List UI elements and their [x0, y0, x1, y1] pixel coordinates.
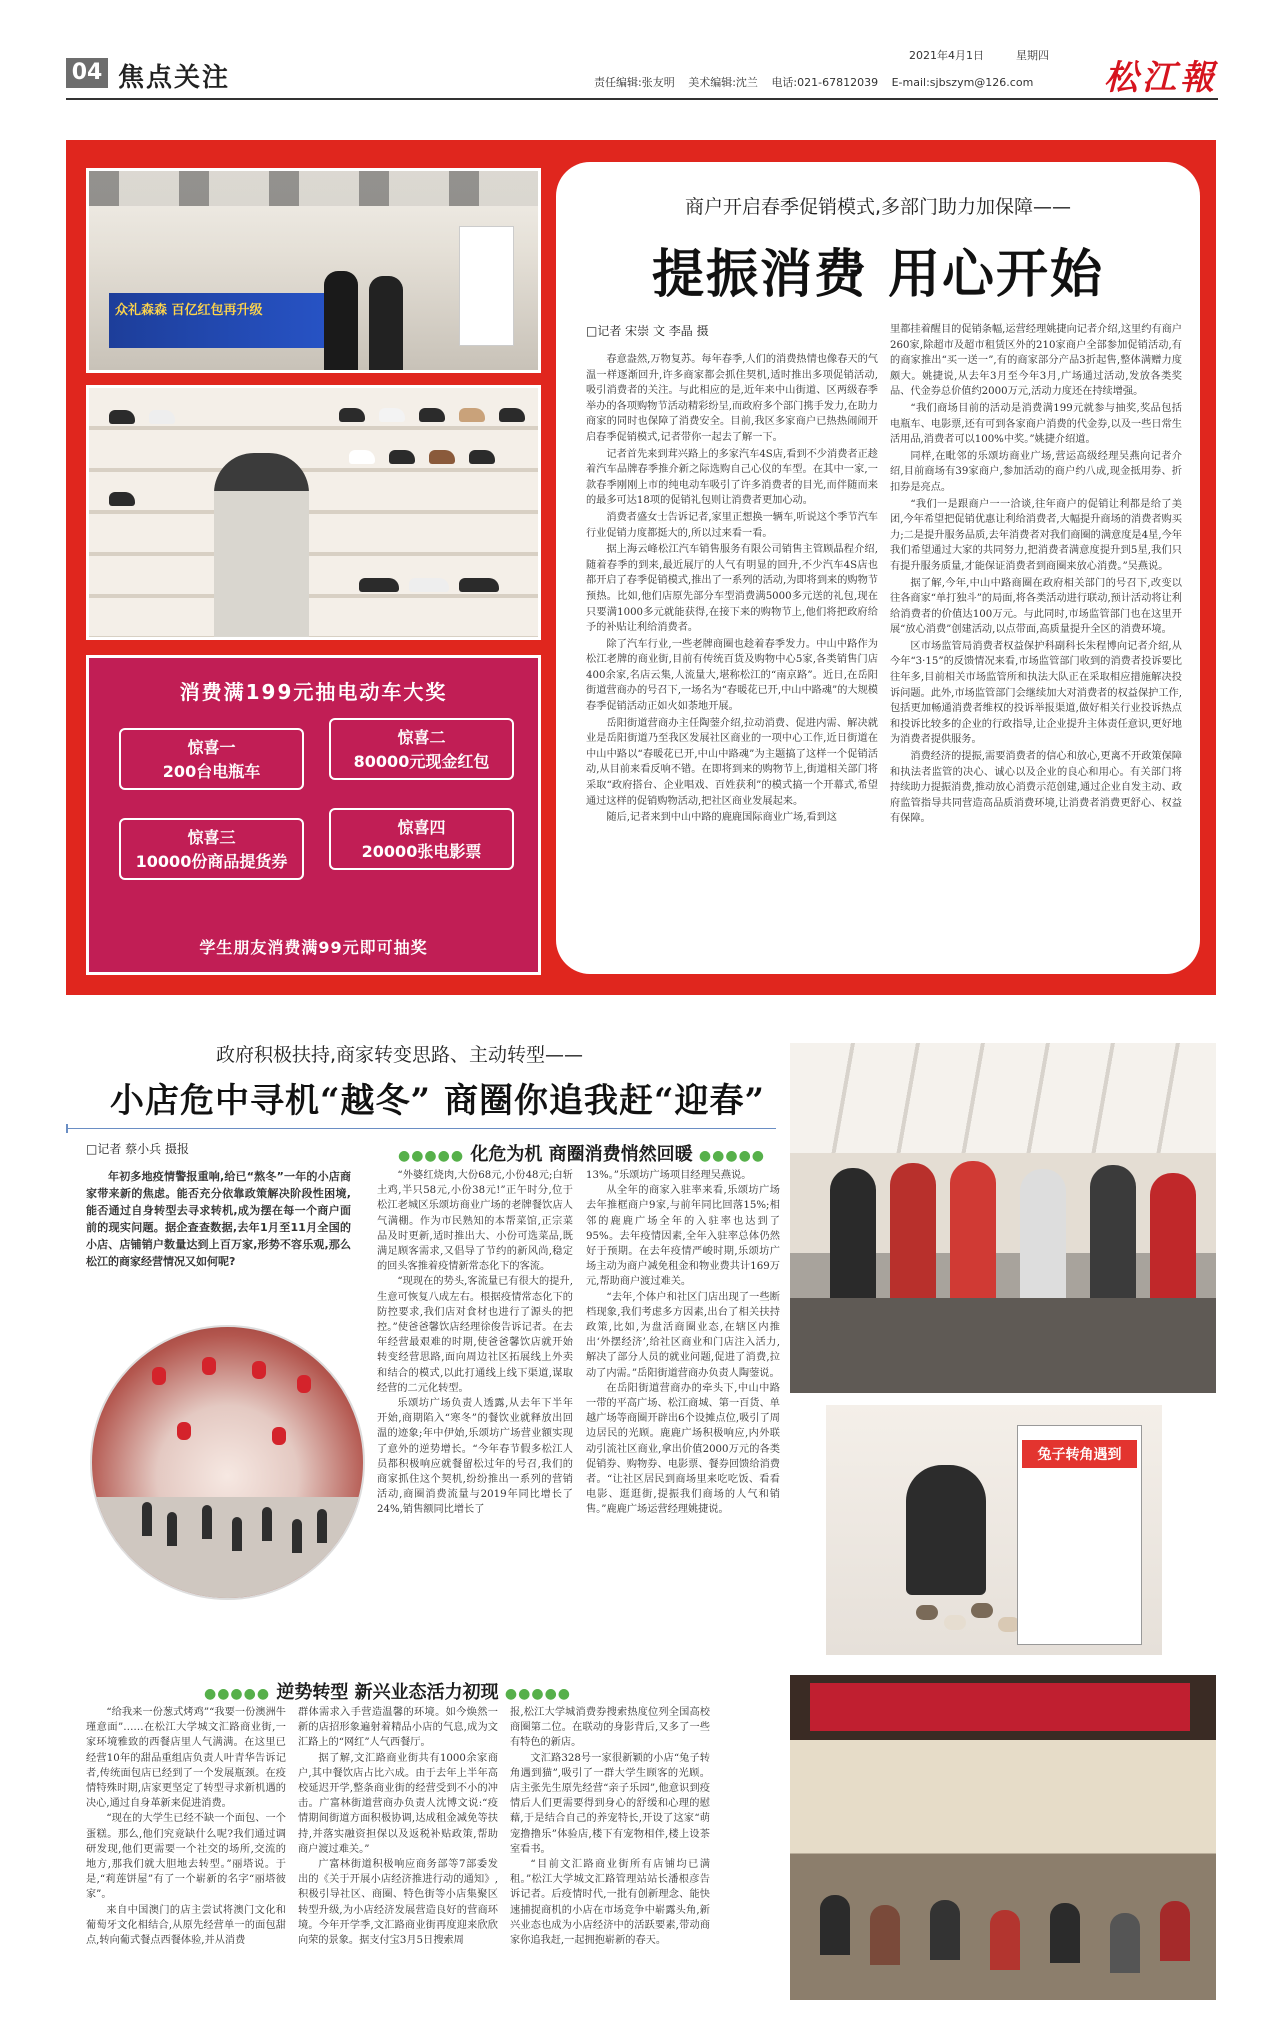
header-divider: [66, 98, 1218, 100]
display-stand: [459, 226, 514, 346]
shopper-figure: [232, 1517, 242, 1551]
paragraph: 除了汽车行业,一些老牌商圈也趁着春季发力。中山中路作为松江老牌的商业街,目前有传统百货及购物中心5家,各类销售门店400余家,名店云集,人流量大,堪称松江的“南京路”。近日,在岳阳街道营商办的号召下,一场名为“春暖花已开,中山中路魂”的大规模春季促销活动正如火如荼地开展。: [586, 638, 878, 713]
shoe: [459, 578, 499, 592]
tent-canopy: [790, 1043, 1216, 1153]
feature2-byline: □记者 蔡小兵 摄报: [86, 1142, 189, 1156]
lantern: [297, 1375, 311, 1393]
editor-credit: 责任编辑:张友明: [594, 76, 675, 89]
paragraph: 区市场监管局消费者权益保护科副科长朱程博向记者介绍,从今年“3·15”的反馈情况来看,市场监管部门收到的消费者投诉要比往年多,目前相关市场监管所和执法大队正在采取相应措施解决投诉问题。此外,市场监管部门会继续加大对消费者的权益保护工作,包括更加畅通消费者维权的投诉举报渠道,做好相关行业投诉热点和投诉比较多的企业的行政指导,让企业提升主体责任意识,更好地为消费者提供服务。: [890, 640, 1182, 746]
shoe: [389, 450, 415, 464]
shoe: [459, 408, 485, 422]
lantern: [177, 1422, 191, 1440]
email-credit: E-mail:sjbszym@126.com: [891, 76, 1034, 89]
diner-figure: [1110, 1913, 1140, 1973]
paragraph: 岳阳街道营商办主任陶蓥介绍,拉动消费、促进内需、解决就业是岳阳街道乃至我区发展社区商业的一项中心工作,近日街道在中山中路以“春暖花已开,中山中路魂”为主题搞了这样一个促销活动,从目前来看反响不错。在即将到来的购物节上,街道相关部门将采取“政府搭台、企业唱戏、百姓获利”的模式搞一个开幕式,希望通过这样的促销购物活动,把社区商业发展起来。: [586, 717, 878, 807]
shoe: [109, 410, 135, 424]
restaurant-signboard: [810, 1683, 1190, 1731]
paragraph: 消费者盛女士告诉记者,家里正想换一辆车,听说这个季节汽车行业促销力度都挺大的,所以过来看一看。: [586, 511, 878, 539]
shoe-store-photo: [86, 385, 541, 640]
diner-figure: [870, 1905, 900, 1965]
paragraph: “去年,个体户和社区门店出现了一些断档现象,我们考虑多方因素,出台了相关扶持政策,比如,为盘活商圈业态,在辖区内推出‘外摆经济’,给社区商业和门店注入活力,解决了部分人员的就业问题,促进了消费,拉动了内需。”岳阳街道营商办负责人陶蓥说。: [586, 1291, 780, 1379]
shoe: [109, 492, 135, 506]
prize-one-label: 惊喜一: [187, 738, 236, 757]
paragraph: 从全年的商家入驻率来看,乐颂坊广场去年推框商户9家,与前年同比回落15%;相邻的鹿鹿广场全年的入驻率也达到了95%。去年疫情因素,全年入驻率总体仍然好于预期。在去年疫情严峻时期,乐颂坊广场主动为商户减免租金和物业费共计169万元,帮助商户渡过难关。: [586, 1185, 780, 1288]
phone-credit: 电话:021-67812039: [771, 76, 879, 89]
subhead-1: [398, 1140, 765, 1166]
food-court-photo: [790, 1675, 1216, 2000]
promo-banner: 众礼森森 百亿红包再升级: [109, 293, 349, 348]
shoe: [469, 450, 495, 464]
shoe: [499, 408, 525, 422]
visitor-figure: [906, 1465, 986, 1595]
shopper-figure: [292, 1519, 302, 1553]
subhead-1-text: 化危为机 商圈消费悄然回暖: [470, 1144, 693, 1165]
newspaper-logo: 松江報: [1104, 58, 1218, 98]
mall-atrium-photo: [90, 1325, 365, 1600]
rabbit: [944, 1615, 966, 1630]
prize-one-text: 200台电瓶车: [162, 762, 261, 781]
shopper-figure: [950, 1161, 996, 1311]
paragraph: 广富林街道积极响应商务部等7部委发出的《关于开展小店经济推进行动的通知》,积极引导社区、商圈、特色街等小店集聚区转型升级,为小店经济发展营造良好的营商环境。今年开学季,文汇路商业街再度迎来欣欣向荣的景象。据支付宝3月5日搜索周: [298, 1859, 498, 1947]
subhead-2-text: 逆势转型 新兴业态活力初现: [276, 1682, 499, 1703]
promotion-poster-photo: [86, 655, 541, 975]
feature2-column-d: [298, 1705, 498, 2005]
feature2-column-c: [86, 1705, 286, 2005]
paragraph: 同样,在毗邻的乐颂坊商业广场,营运高级经理吴燕向记者介绍,目前商场有39家商户,参加活动的商户约八成,现金抵用券、折扣券是亮点。: [890, 450, 1182, 493]
promo-footer: 学生朋友消费满99元即可抽奖: [199, 938, 428, 957]
lantern: [152, 1367, 166, 1385]
paragraph: 随后,记者来到中山中路的鹿鹿国际商业广场,看到这: [606, 812, 837, 824]
shopper-figure: [317, 1509, 327, 1543]
feature2-kicker: 政府积极扶持,商家转变思路、主动转型——: [216, 1044, 584, 1066]
diner-figure: [1050, 1903, 1080, 1963]
shoe: [419, 408, 445, 422]
dot-ornament: ●●●●●: [504, 1686, 572, 1702]
paragraph: 来自中国澳门的店主尝试将澳门文化和葡萄牙文化相结合,从原先经营单一的面包甜点,转向葡式餐点西餐体验,并从消费: [86, 1904, 286, 1947]
article-card: [556, 162, 1200, 974]
shopper-figure: [1020, 1169, 1066, 1319]
paragraph: 消费经济的提振,需要消费者的信心和放心,更离不开政策保障和执法者监管的决心、诚心以及企业的良心和用心。有关部门将持续助力提振消费,推动放心消费示范创建,通过企业自发主动、政府监管指导共同营造高品质消费环境,让消费者消费更舒心、权益有保障。: [890, 751, 1182, 825]
paragraph: “现在的大学生已经不缺一个面包、一个蛋糕。那么,他们究竟缺什么呢?我们通过调研发现,他们更需要一个社交的场所,交流的地方,那我们就大胆地去转型。”丽塔说。于是,“莉莲饼屋”有了一个崭新的名字“丽塔彼家”。: [86, 1813, 286, 1901]
feature2-column-a: [377, 1168, 573, 1588]
prize-two-text: 80000元现金红包: [353, 752, 490, 771]
feature2-column-e: [510, 1705, 710, 2005]
paragraph: 据上海云峰松江汽车销售服务有限公司销售主管顾晶程介绍,随着春季的到来,最近展厅的人气有明显的回升,不少汽车4S店也都开启了春季促销模式,推出了一系列的活动,为即将到来的购物节预热。比如,他们店原先部分车型消费满5000多元送的礼包,现在只要满1000多元就能获得,在接下来的购物节上,他们将把政府给予的补贴让利给消费者。: [586, 544, 878, 634]
prize-one: [119, 728, 304, 790]
shoe: [409, 578, 449, 592]
editorial-credits: [594, 74, 1043, 90]
shopper-figure: [142, 1502, 152, 1536]
art-editor-credit: 美术编辑:沈兰: [688, 76, 758, 89]
paragraph: “我们一是跟商户一一洽谈,往年商户的促销让利都是给了美团,今年希望把促销优惠让利给消费者,大幅提升商场的消费者购买力;二是提升服务品质,去年消费者对我们商圈的满意度是4星,今年我们希望通过大家的共同努力,把消费者满意度提升到5星,我们只有提升服务质量,才能保证消费者到商圈来放心消费。”吴燕说。: [890, 498, 1182, 572]
shopper-figure: [214, 453, 309, 640]
lantern: [252, 1361, 266, 1379]
diner-figure: [990, 1910, 1020, 1970]
shopper-figure: [830, 1168, 876, 1318]
prize-two-label: 惊喜二: [397, 728, 446, 747]
paragraph: “给我来一份葱式烤鸡”“我要一份澳洲牛瑾意面”……在松江大学城文汇路商业街,一家环境雅致的西餐店里人气满满。在这里已经营10年的甜品重组店负责人叶青华告诉记者,传统面包店已经到了一个发展瓶颈。在疫情特殊时期,店家更坚定了转型寻求新机遇的决心,通过自身革新来促进消费。: [86, 1707, 286, 1810]
shopper-figure: [167, 1512, 177, 1546]
masthead: [66, 36, 1218, 96]
dot-ornament: ●●●●●: [398, 1148, 465, 1164]
article-byline: □记者 宋崇 文 李晶 摄: [586, 324, 709, 338]
shoe: [149, 410, 175, 424]
paragraph: 群体需求入手营造温馨的环境。如今焕然一新的店招形象遍射着精品小店的气息,成为文汇路上的“网红”人气西餐厅。: [298, 1707, 498, 1749]
issue-weekday: 星期四: [1016, 49, 1049, 62]
page-number: 04: [66, 58, 108, 88]
article-headline: 提振消费 用心开始: [651, 245, 1105, 305]
paragraph: “目前文汇路商业街所有店铺均已满租。”松江大学城文汇路管理站站长潘根彦告诉记者。后疫情时代,一批有创新理念、能快速捕捉商机的小店在市场竞争中崭露头角,新兴业态也成为小店经济中的活跃要素,带动商家你追我赶,一起拥抱崭新的春天。: [510, 1859, 710, 1947]
shopper-figure: [262, 1507, 272, 1541]
section-title: 焦点关注: [118, 63, 231, 93]
stall-counter: [790, 1298, 1216, 1393]
paragraph: 据了解,文汇路商业街共有1000余家商户,其中餐饮店占比六成。由于去年上半年高校延迟开学,整条商业街的经营受到不小的冲击。广富林街道营商办负责人沈博文说:“疫情期间街道方面积极协调,达成租金减免等扶持,并落实融资担保以及返税补贴政策,帮助商户渡过难关。”: [298, 1752, 498, 1855]
shopper-figure: [202, 1505, 212, 1539]
shoe: [359, 578, 399, 592]
subhead-2: [204, 1678, 571, 1704]
paragraph: 报,松江大学城消费券搜索热度位列全国高校商圈第二位。在联动的身影背后,又多了一些有特色的新店。: [510, 1707, 710, 1749]
issue-date: 2021年4月1日: [909, 49, 984, 62]
lantern: [272, 1427, 286, 1445]
prize-four-text: 20000张电影票: [361, 842, 482, 861]
shopper-figure: [1090, 1165, 1136, 1315]
paragraph: “我们商场目前的活动是消费满199元就参与抽奖,奖品包括电瓶车、电影票,还有可到各家商户消费的代金券,以及一些日常生活用品,消费者可以100%中奖。”姚捷介绍道。: [890, 402, 1182, 446]
prize-four: [329, 808, 514, 870]
dot-ornament: ●●●●●: [204, 1686, 271, 1702]
feature2-lead: 年初多地疫情警报重响,给已“熬冬”一年的小店商家带来新的焦虑。能否充分依靠政策解决阶段性困境,能否通过自身转型去寻求转机,成为摆在每一个商户面前的现实问题。据企查查数据,去年1月至11月全国的小店、店铺销户数量达到上百万家,形势不容乐观,那么松江的商家经营情况又如何呢?: [86, 1170, 351, 1268]
salesperson-figure: [324, 271, 358, 371]
prize-two: [329, 718, 514, 780]
feature2-column-b: [586, 1168, 780, 1588]
diner-figure: [1160, 1901, 1190, 1961]
market-stall-photo: [790, 1043, 1216, 1393]
paragraph: “现现在的势头,客流量已有很大的提升,生意可恢复八成左右。根据疫情常态化下的防控要求,我们店对食材也进行了源头的把控。”使爸爸馨饮店经理徐俊告诉记者。在去年经营最艰难的时期,使爸爸馨饮店就开始转变经营思路,面向周边社区拓展线上外卖和结合的模式,以此打通线上线下渠道,谋取经营的二元化转型。: [377, 1276, 573, 1394]
paragraph: 在岳阳街道营商办的牵头下,中山中路一带的平高广场、松江商城、第一百货、单越广场等商圈开辟出6个设摊点位,吸引了周边居民的光顾。鹿鹿广场积极响应,内外联动引流社区商业,拿出价值2000万元的各类促销券、购物券、电影票、餐券回馈给消费者。“让社区居民到商场里来吃吃饭、看看电影、逛逛街,提振我们商场的人气和销售。”鹿鹿广场运营经理姚捷说。: [586, 1382, 780, 1516]
feature2-divider: [66, 1128, 776, 1129]
customer-figure: [369, 276, 403, 371]
shop-sign-title: 兔子转角遇到: [1022, 1440, 1137, 1468]
paragraph: 据了解,今年,中山中路商圈在政府相关部门的号召下,改变以往各商家“单打独斗”的局面,将各类活动进行联动,预计活动将让利给消费者的价值达100万元。与此同时,市场监管部门也在这里开展“放心消费”创建活动,以点带面,高质量提升全区的消费环境。: [890, 577, 1182, 636]
pet-cafe-photo: [826, 1405, 1162, 1655]
promo-title: 消费满199元抽电动车大奖: [179, 680, 448, 704]
ceiling-lights: [89, 171, 538, 206]
prize-three-label: 惊喜三: [187, 828, 236, 847]
diner-figure: [820, 1895, 850, 1955]
lantern: [202, 1357, 216, 1375]
paragraph: “外婆红烧肉,大份68元,小份48元;白斩土鸡,半只58元,小份38元!”正午时分,位于松江老城区乐颂坊商业广场的老牌餐饮店人气满棚。作为市民熟知的本帮菜馆,正宗菜品及时更新,适时推出大、小份可选菜品,既满足顾客需求,又倡导了节约的新风尚,稳定的回头客推着疫情新常态化下的客流。: [377, 1170, 573, 1273]
shop-signboard: [1017, 1425, 1142, 1645]
prize-four-label: 惊喜四: [397, 818, 446, 837]
paragraph: 乐颂坊广场负责人透露,从去年下半年开始,商期陷入“寒冬”的餐饮业就释放出回温的迹象;年中伊始,乐颂坊广场营业额实现了意外的逆势增长。“今年春节假多松江人员都积极响应就餐留松过年的号召,我们的商家抓住这个契机,纷纷推出一系列的营销活动,商圈消费流量与2019年同比增长了24%,销售额同比增长了: [377, 1398, 573, 1516]
paragraph: 里都挂着醒目的促销条幅,运营经理姚捷向记者介绍,这里约有商户260家,除超市及超市租赁区外的210家商户全部参加促销活动,有的商家推出“买一送一”,有的商家部分产品3折起售,整体满赠力度颇大。姚捷说,从去年3月至今年3月,广场通过活动,发放各类奖品、代金券总价值约2000万元,活动力度还在持续增强。: [890, 324, 1182, 398]
article-column-2: [890, 322, 1182, 962]
vendor-figure: [890, 1163, 936, 1313]
feature-panel-red: [66, 140, 1216, 995]
shoe: [379, 408, 405, 422]
paragraph: 13%。”乐颂坊广场项目经理吴燕说。: [586, 1170, 752, 1181]
article-kicker: 商户开启春季促销模式,多部门助力加保障——: [684, 196, 1072, 218]
paragraph: 记者首先来到茸兴路上的多家汽车4S店,看到不少消费者正趁着汽车品牌春季推介新之际选购自己心仪的车型。在其中一家,一款春季刚刚上市的纯电动车吸引了许多消费者的目光,而伴随而来的最多可达18项的促销礼包则让消费者更加心动。: [586, 448, 878, 507]
article-column-1: [586, 352, 878, 962]
shoe: [339, 408, 365, 422]
rabbit: [916, 1605, 938, 1620]
prize-three-text: 10000份商品提货券: [135, 852, 288, 871]
prize-three: [119, 818, 304, 880]
diner-figure: [930, 1900, 960, 1960]
shoe: [349, 450, 375, 464]
rabbit: [971, 1603, 993, 1618]
paragraph: 文汇路328号一家很新颖的小店“兔子转角遇到猫”,吸引了一群大学生顾客的光顾。店主张先生原先经营“亲子乐园”,他意识到疫情后人们更需要得到身心的舒缓和心理的慰藉,于是结合自己的养宠特长,开设了这家“萌宠撸撸乐”体验店,楼下有宠物相伴,楼上设茶室看书。: [510, 1752, 710, 1855]
car-dealership-photo: [86, 168, 541, 373]
paragraph: 春意盎然,万物复苏。每年春季,人们的消费热情也像春天的气温一样逐渐回升,许多商家都会抓住契机,适时推出多项促销活动,吸引消费者的关注。与此相应的是,近年来中山街道、区两级春季举办的各项购物节活动精彩纷呈,而政府多个部门携手发力,在助力商家的同时也保障了消费安全。目前,我区多家商户已热热闹闹开启春季促销模式,记者带你一起去了解一下。: [586, 354, 878, 443]
dot-ornament: ●●●●●: [698, 1148, 766, 1164]
feature2-headline: 小店危中寻机“越冬” 商圈你追我赶“迎春”: [110, 1081, 766, 1121]
shoe: [429, 450, 455, 464]
